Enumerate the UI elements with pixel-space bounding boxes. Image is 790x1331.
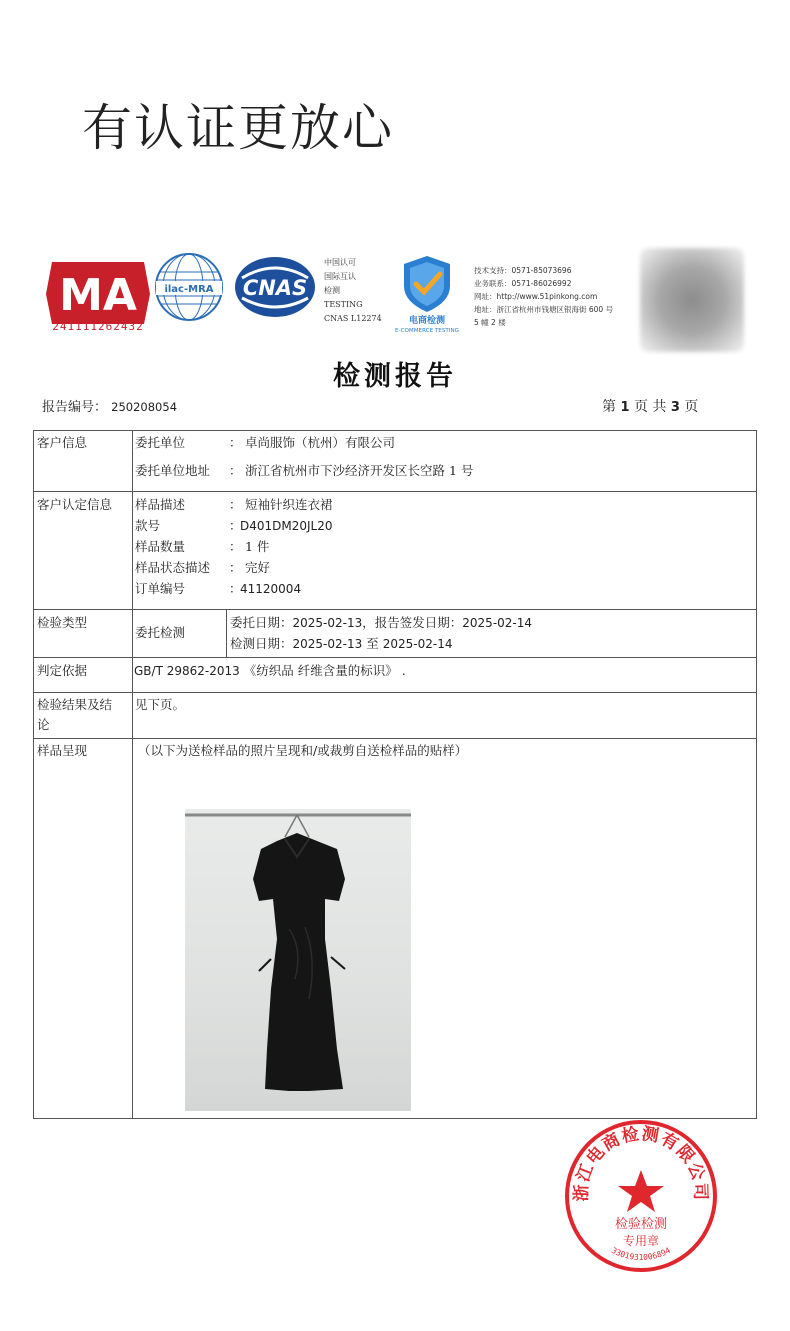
entrust-date: 2025-02-13 — [292, 616, 363, 630]
colon: ： — [229, 581, 242, 596]
contact-line: 地址：浙江省杭州市钱塘区银海街 600 号 — [474, 305, 614, 314]
row-basis — [34, 658, 756, 693]
ilac-mra-logo — [154, 252, 224, 322]
page-current: 1 — [620, 400, 630, 415]
row-client-info — [34, 431, 756, 492]
colon: ： — [229, 560, 242, 575]
page-mid: 页 共 — [633, 399, 667, 415]
standard-name: 《纺织品 纤维含量的标识》 . — [243, 663, 406, 678]
accredit-line: 国际互认 — [324, 272, 356, 281]
key-client-address: 委托单位地址 — [135, 463, 211, 478]
contact-line: 网址：http://www.51pinkong.com — [474, 292, 598, 301]
seal-number: 3301931006894 — [610, 1245, 672, 1262]
accredit-line: TESTING — [324, 300, 363, 309]
test-date-to: 至 — [362, 636, 383, 651]
value-basis — [134, 661, 406, 681]
row-client-confirm — [34, 492, 756, 610]
official-seal — [563, 1118, 719, 1274]
value-inspection-type: 委托检测 — [135, 625, 186, 640]
colon: ： — [229, 463, 242, 478]
accredit-line: 中国认可 — [324, 258, 356, 267]
value-style-no: D401DM20JL20 — [240, 519, 333, 533]
colon: ： — [229, 435, 242, 450]
cnas-accredit-lines — [324, 256, 382, 326]
svg-text:3301931006894 — [610, 1246, 672, 1262]
issue-date-label: ，报告签发日期： — [362, 615, 463, 630]
contact-info — [474, 264, 613, 329]
report-number-value: 250208054 — [111, 400, 178, 414]
page-total: 3 — [670, 400, 680, 415]
test-dates — [230, 634, 452, 654]
dress-image — [185, 809, 411, 1111]
accredit-line: 检测 — [324, 286, 340, 295]
entrust-date-label: 委托日期： — [230, 615, 293, 630]
value-sample-qty: 1 件 — [245, 539, 270, 554]
row-inspection-type — [34, 610, 756, 658]
contact-line: 5 幢 2 楼 — [474, 318, 506, 327]
colon: ： — [229, 539, 242, 554]
page-indicator — [602, 396, 698, 416]
page-suffix: 页 — [684, 399, 699, 415]
value-result: 见下页。 — [135, 697, 186, 712]
certification-logos — [40, 248, 750, 353]
value-sample-desc: 短袖针织连衣裙 — [245, 497, 333, 512]
seal-arc-text: 浙江电商检测有限公司 — [571, 1124, 711, 1202]
test-date-end: 2025-02-14 — [382, 637, 453, 651]
value-client: 卓尚服饰（杭州）有限公司 — [245, 435, 396, 450]
colon: ： — [229, 518, 242, 533]
blurred-qr-code — [640, 248, 744, 352]
ilac-text: ilac-MRA — [164, 284, 214, 295]
entrust-dates — [230, 613, 532, 633]
ect-english: E-COMMERCE TESTING — [395, 328, 459, 334]
key-sample-desc: 样品描述 — [135, 497, 186, 512]
ecommerce-testing-logo — [392, 252, 462, 334]
page-prefix: 第 — [602, 399, 616, 415]
star-icon — [618, 1170, 664, 1212]
key-style-no: 款号 — [135, 518, 161, 533]
key-sample-state: 样品状态描述 — [135, 560, 211, 575]
seal-center-line2: 专用章 — [622, 1234, 660, 1248]
label-result-line1: 检验结果及结 — [37, 697, 113, 712]
report-title: 检测报告 — [333, 361, 457, 392]
key-order-no: 订单编号 — [135, 581, 186, 596]
cma-logo-text: MA — [59, 270, 137, 321]
row-result — [34, 693, 756, 739]
colon: ： — [229, 497, 242, 512]
value-sample-state: 完好 — [245, 560, 271, 575]
contact-line: 技术支持：0571-85073696 — [474, 266, 572, 275]
report-number-label: 报告编号： — [42, 400, 108, 415]
issue-date: 2025-02-14 — [462, 616, 533, 630]
report-number — [42, 396, 177, 415]
label-basis: 判定依据 — [37, 663, 88, 678]
label-result-line2: 论 — [37, 717, 50, 732]
contact-line: 业务联系：0571-86026992 — [474, 279, 572, 288]
sample-note: （以下为送检样品的照片呈现和/或裁剪自送检样品的贴样） — [138, 743, 468, 758]
test-date-label: 检测日期： — [230, 636, 293, 651]
key-client: 委托单位 — [135, 435, 186, 450]
accredit-line: CNAS L12274 — [324, 314, 382, 323]
hero-title: 有认证更放心 — [82, 99, 394, 157]
value-order-no: 41120004 — [240, 582, 302, 596]
standard-code: GB/T 29862-2013 — [134, 664, 240, 678]
ect-name: 电商检测 — [408, 316, 446, 326]
cma-number: 241111262432 — [52, 320, 144, 333]
cnas-text: CNAS — [242, 276, 308, 300]
value-client-address: 浙江省杭州市下沙经济开发区长空路 1 号 — [245, 463, 474, 478]
label-sample: 样品呈现 — [37, 743, 88, 758]
report-table — [33, 430, 757, 1119]
cnas-logo — [234, 256, 316, 318]
sample-photo — [185, 809, 411, 1111]
key-sample-qty: 样品数量 — [135, 539, 186, 554]
label-client-confirm: 客户认定信息 — [37, 497, 113, 512]
label-inspection-type: 检验类型 — [37, 615, 88, 630]
label-client-info: 客户信息 — [37, 435, 88, 450]
seal-center-line1: 检验检测 — [614, 1217, 668, 1232]
test-date-start: 2025-02-13 — [292, 637, 363, 651]
